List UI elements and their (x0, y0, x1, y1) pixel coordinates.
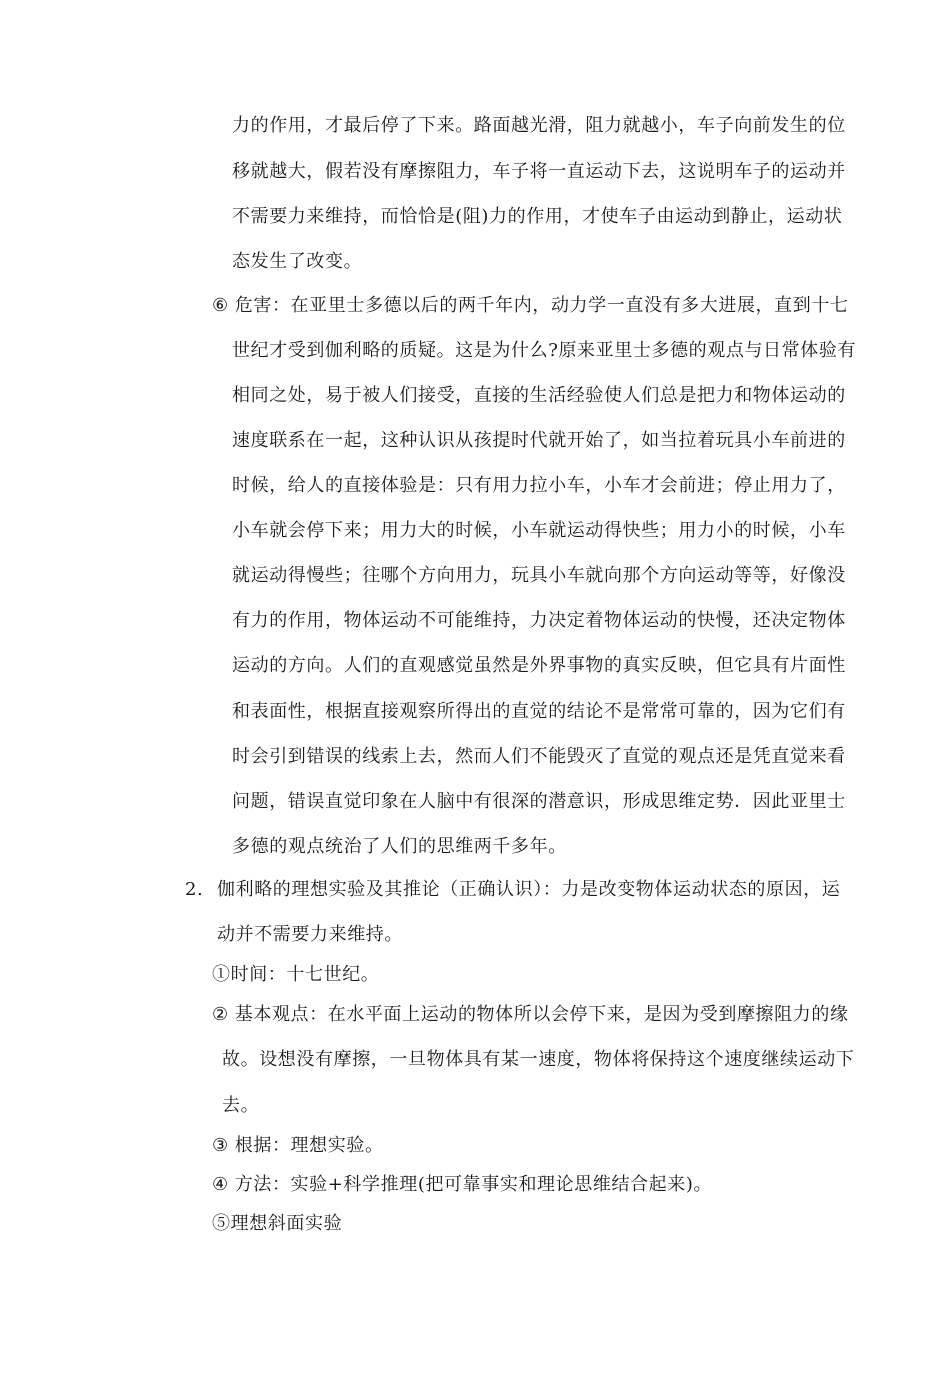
item-marker: ② (212, 1004, 229, 1025)
item-marker: ④ (212, 1174, 229, 1195)
paragraph-line: 相同之处，易于被人们接受，直接的生活经验使人们总是把力和物体运动的 (232, 385, 846, 406)
item-marker: ⑥ (212, 295, 229, 316)
paragraph-line: 世纪才受到伽利略的质疑。这是为什么?原来亚里士多德的观点与日常体验有 (232, 340, 857, 361)
paragraph-line: 方法：实验+科学推理(把可靠事实和理论思维结合起来)。 (234, 1174, 713, 1195)
list-item-5 (212, 1212, 342, 1236)
list-item-3 (212, 1134, 384, 1158)
paragraph-line: 理想斜面实验 (230, 1213, 343, 1234)
paragraph-line: 伽利略的理想实验及其推论（正确认识）：力是改变物体运动状态的原因，运 (217, 879, 841, 900)
list-item-6-first-line (212, 294, 849, 318)
item-marker: ⑤ (212, 1213, 231, 1234)
paragraph-line: 移就越大，假若没有摩擦阻力，车子将一直运动下去，这说明车子的运动并 (232, 161, 846, 182)
list-item-1 (212, 963, 379, 987)
paragraph-line: 根据：理想实验。 (234, 1135, 384, 1156)
paragraph-line: 和表面性，根据直接观察所得出的直觉的结论不是常常可靠的，因为它们有 (232, 701, 846, 722)
paragraph-line: 故。设想没有摩擦，一旦物体具有某一速度，物体将保持这个速度继续运动下 (222, 1049, 855, 1070)
paragraph-line: 速度联系在一起，这种认识从孩提时代就开始了，如当拉着玩具小车前进的 (232, 430, 846, 451)
list-item-4 (212, 1173, 712, 1197)
paragraph-line: 多德的观点统治了人们的思维两千多年。 (232, 836, 567, 857)
list-item-2-first-line (212, 1003, 849, 1027)
paragraph-line: 就运动得慢些；往哪个方向用力，玩具小车就向那个方向运动等等，好像没 (232, 565, 846, 586)
paragraph-line: 有力的作用，物体运动不可能维持，力决定着物体运动的快慢，还决定物体 (232, 610, 846, 631)
item-marker: ① (212, 964, 231, 985)
paragraph-line: 运动的方向。人们的直观感觉虽然是外界事物的真实反映，但它具有片面性 (232, 655, 846, 676)
paragraph-line: 时候，给人的直接体验是：只有用力拉小车，小车才会前进；停止用力了， (232, 475, 846, 496)
paragraph-line: 不需要力来维持，而恰恰是(阻)力的作用，才使车子由运动到静止，运动状 (232, 206, 843, 227)
section-number: 2. (185, 879, 204, 900)
section-2-heading (185, 878, 840, 902)
paragraph-line: 危害：在亚里士多德以后的两千年内，动力学一直没有多大进展，直到十七 (234, 295, 849, 316)
paragraph-line: 动并不需要力来维持。 (217, 924, 403, 945)
paragraph-line: 时间：十七世纪。 (230, 964, 380, 985)
paragraph-line: 时会引到错误的线索上去，然而人们不能毁灭了直觉的观点还是凭直觉来看 (232, 746, 846, 767)
paragraph-line: 问题，错误直觉印象在人脑中有很深的潜意识，形成思维定势．因此亚里士 (232, 791, 846, 812)
paragraph-line: 小车就会停下来；用力大的时候，小车就运动得快些；用力小的时候，小车 (232, 520, 846, 541)
paragraph-line: 态发生了改变。 (232, 251, 363, 272)
paragraph-line: 力的作用，才最后停了下来。路面越光滑，阻力就越小，车子向前发生的位 (232, 115, 846, 136)
paragraph-line: 去。 (222, 1095, 260, 1116)
item-marker: ③ (212, 1135, 229, 1156)
paragraph-line: 基本观点：在水平面上运动的物体所以会停下来，是因为受到摩擦阻力的缘 (234, 1004, 849, 1025)
